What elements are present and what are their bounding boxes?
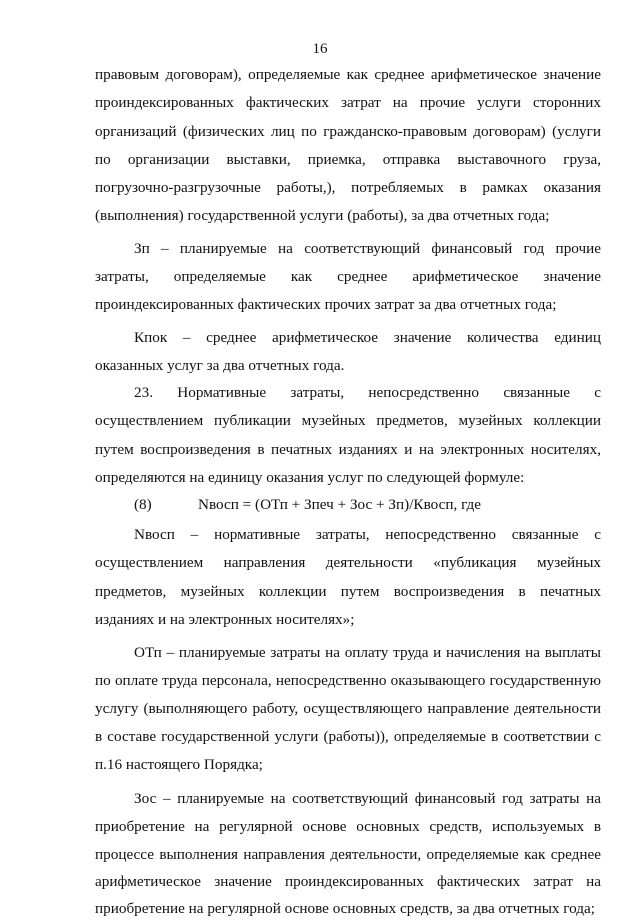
formula-expression: Nвосп = (ОТп + Зпеч + Зос + Зп)/Квосп, где — [198, 496, 482, 513]
formula-number: (8) — [134, 496, 152, 513]
text-line: Кпок – среднее арифметическое значение количества единиц — [134, 329, 601, 346]
text-line: (выполнения) государственной услуги (работы), за два отчетных года; — [95, 207, 550, 224]
page-number: 16 — [312, 41, 328, 57]
text-line: Зос – планируемые на соответствующий финансовый год затраты на — [134, 790, 601, 807]
text-line: организаций (физических лиц по гражданско-правовым договорам) (услуги — [95, 123, 601, 140]
text-line: изданиях и на электронных носителях»; — [95, 611, 355, 628]
text-line: услугу (выполняющего работу, осуществляющего направление деятельности — [95, 700, 601, 717]
text-line: предметов, музейных коллекции путем воспроизведения в печатных — [95, 583, 601, 600]
text-line: оказанных услуг за два отчетных года. — [95, 357, 345, 374]
text-line: в составе государственной услуги (работы)), определяемые в соответствии с — [95, 728, 601, 745]
text-line: по организации выставки, приемка, отправка выставочного груза, — [95, 151, 601, 168]
text-line: осуществлением направления деятельности «публикация музейных — [95, 554, 601, 571]
text-line: правовым договорам), определяемые как среднее арифметическое значение — [95, 66, 601, 83]
text-line: приобретение на регулярной основе основных средств, используемых в — [95, 818, 601, 835]
text-line: Зп – планируемые на соответствующий финансовый год прочие — [134, 240, 601, 257]
text-line: п.16 настоящего Порядка; — [95, 756, 263, 773]
text-line: по оплате труда персонала, непосредственно оказывающего государственную — [95, 672, 601, 689]
text-line: арифметическое значение проиндексированных фактических затрат на — [95, 873, 601, 890]
text-line: погрузочно-разгрузочные работы,), потребляемых в рамках оказания — [95, 179, 601, 196]
text-line: осуществлением публикации музейных предметов, музейных коллекции — [95, 412, 601, 429]
text-line: ОТп – планируемые затраты на оплату труда и начисления на выплаты — [134, 644, 601, 661]
text-line: проиндексированных фактических прочих затрат за два отчетных года; — [95, 296, 557, 313]
text-line: процессе выполнения направления деятельности, определяемые как среднее — [95, 846, 601, 863]
text-line: 23. Нормативные затраты, непосредственно связанные с — [134, 384, 601, 401]
formula — [134, 492, 481, 518]
text-line: проиндексированных фактических затрат на прочие услуги сторонних — [95, 94, 601, 111]
text-line: путем воспроизведения в печатных изданиях и на электронных носителях, — [95, 441, 601, 458]
text-line: Nвосп – нормативные затраты, непосредственно связанные с — [134, 526, 601, 543]
text-line: приобретение на регулярной основе основных средств, за два отчетных года; — [95, 900, 595, 917]
text-line: определяются на единицу оказания услуг по следующей формуле: — [95, 469, 525, 486]
text-line: затраты, определяемые как среднее арифметическое значение — [95, 268, 601, 285]
